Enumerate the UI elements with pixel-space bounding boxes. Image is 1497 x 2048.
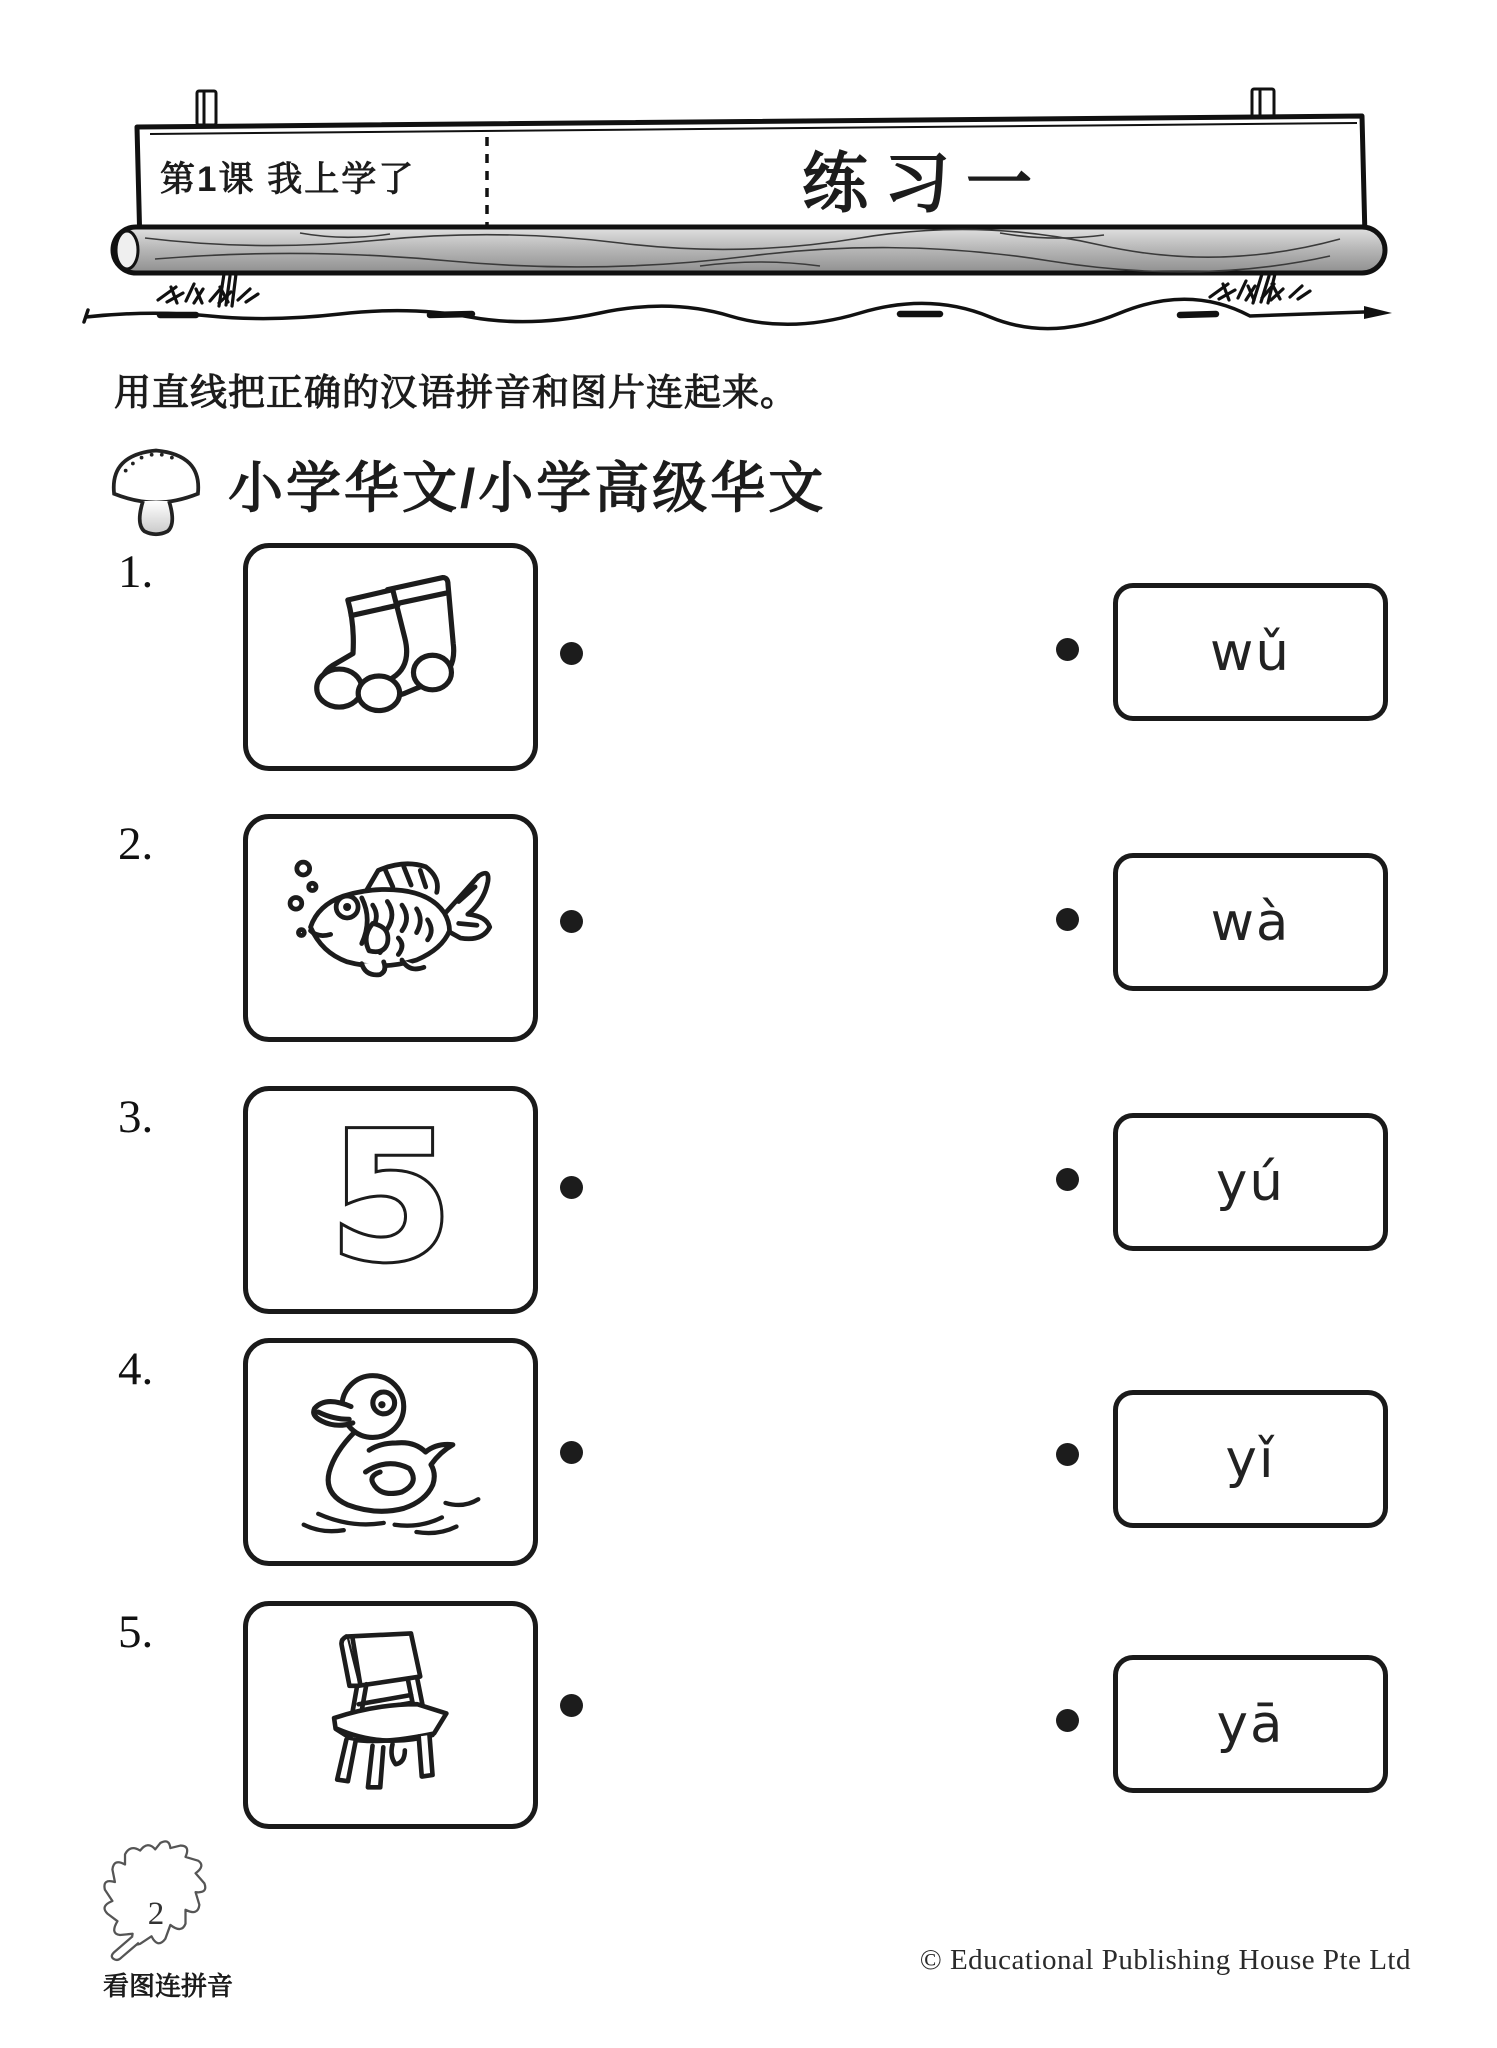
row-number: 5. bbox=[118, 1606, 154, 1658]
answer-box-yu[interactable] bbox=[1113, 1113, 1388, 1251]
row-number: 1. bbox=[118, 546, 154, 598]
lesson-label: 第1课 bbox=[160, 160, 256, 199]
number-five-glyph: 5 bbox=[328, 1102, 453, 1298]
answer-box-yi[interactable] bbox=[1113, 1390, 1388, 1528]
wavy-line bbox=[84, 299, 1392, 328]
pinyin-label: wǔ bbox=[1210, 621, 1291, 683]
connector-dot-right[interactable] bbox=[1056, 1709, 1079, 1732]
row-number: 4. bbox=[118, 1343, 154, 1395]
pinyin-label: yú bbox=[1216, 1151, 1285, 1213]
fish-image bbox=[260, 832, 522, 1024]
pinyin-label: wà bbox=[1210, 891, 1291, 953]
pinyin-label: yǐ bbox=[1225, 1428, 1276, 1490]
mushroom-icon bbox=[104, 436, 208, 540]
answer-box-wa[interactable] bbox=[1113, 853, 1388, 991]
socks-image bbox=[266, 562, 516, 752]
picture-box-number-five[interactable] bbox=[243, 1086, 538, 1314]
connector-dot-right[interactable] bbox=[1056, 1443, 1079, 1466]
exercise-title: 练习一 bbox=[802, 146, 1048, 220]
answer-box-ya[interactable] bbox=[1113, 1655, 1388, 1793]
picture-box-chair[interactable] bbox=[243, 1601, 538, 1829]
series-title: 看图连拼音 bbox=[103, 1971, 234, 2001]
lesson-header bbox=[160, 152, 470, 202]
lesson-title: 我上学了 bbox=[267, 160, 416, 199]
answer-box-wu[interactable] bbox=[1113, 583, 1388, 721]
connector-dot-left[interactable] bbox=[560, 1176, 583, 1199]
chair-image bbox=[268, 1615, 514, 1815]
connector-dot-left[interactable] bbox=[560, 1441, 583, 1464]
connector-dot-left[interactable] bbox=[560, 1694, 583, 1717]
connector-dot-right[interactable] bbox=[1056, 908, 1079, 931]
row-number: 2. bbox=[118, 818, 154, 870]
section-title: 小学华文/小学高级华文 bbox=[228, 457, 827, 519]
page-number: 2 bbox=[147, 1896, 165, 1932]
sign-posts bbox=[219, 274, 1275, 306]
duck-image bbox=[260, 1352, 522, 1552]
picture-box-socks[interactable] bbox=[243, 543, 538, 771]
connector-dot-right[interactable] bbox=[1056, 1168, 1079, 1191]
connector-dot-right[interactable] bbox=[1056, 638, 1079, 661]
picture-box-duck[interactable] bbox=[243, 1338, 538, 1566]
instruction-text: 用直线把正确的汉语拼音和图片连起来。 bbox=[114, 372, 798, 413]
row-number: 3. bbox=[118, 1091, 154, 1143]
picture-box-fish[interactable] bbox=[243, 814, 538, 1042]
copyright-text: © Educational Publishing House Pte Ltd bbox=[919, 1944, 1411, 1976]
pinyin-label: yā bbox=[1216, 1693, 1285, 1755]
connector-dot-left[interactable] bbox=[560, 910, 583, 933]
connector-dot-left[interactable] bbox=[560, 642, 583, 665]
number-five-image bbox=[271, 1102, 511, 1298]
